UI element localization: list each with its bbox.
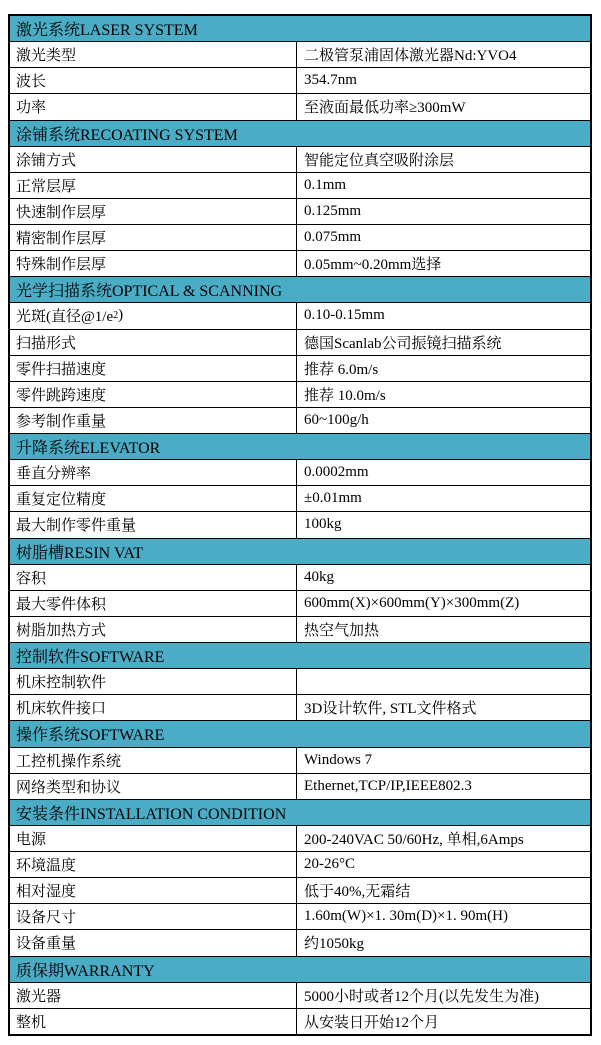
table-row [10, 68, 590, 94]
table-row [10, 356, 590, 382]
spec-value: Windows 7 [304, 751, 373, 768]
spec-label-cell [10, 774, 297, 799]
spec-value: 从安装日开始12个月 [304, 1014, 440, 1031]
spec-value-cell [297, 878, 590, 903]
spec-label-cell [10, 460, 297, 485]
table-row [10, 460, 590, 486]
spec-value-cell [297, 983, 590, 1008]
table-row [10, 878, 590, 904]
section-title: 操作系统SOFTWARE [16, 727, 165, 745]
table-row [10, 382, 590, 408]
spec-value: 0.10-0.15mm [304, 307, 385, 324]
spec-label: 激光类型 [16, 48, 77, 65]
table-row [10, 617, 590, 643]
spec-value: Ethernet,TCP/IP,IEEE802.3 [304, 777, 472, 794]
spec-value-cell [297, 852, 590, 877]
spec-value-cell [297, 1009, 590, 1034]
spec-label-cell [10, 173, 297, 198]
spec-label-cell [10, 94, 297, 119]
table-row [10, 826, 590, 852]
spec-value-cell [297, 617, 590, 642]
spec-value: 354.7nm [304, 72, 357, 89]
spec-label-cell [10, 904, 297, 929]
spec-label-cell [10, 878, 297, 903]
spec-value: 100kg [304, 516, 342, 533]
table-row [10, 983, 590, 1009]
spec-label: 垂直分辨率 [16, 466, 92, 483]
spec-label: 精密制作层厚 [16, 231, 107, 248]
spec-label-cell [10, 591, 297, 616]
spec-label-cell [10, 251, 297, 276]
spec-label-cell [10, 330, 297, 355]
section-header-row [10, 16, 590, 42]
spec-label: 重复定位精度 [16, 492, 107, 509]
table-row [10, 42, 590, 68]
spec-value-cell [297, 225, 590, 250]
spec-value: 约1050kg [304, 936, 365, 953]
spec-label-cell [10, 748, 297, 773]
spec-label: 最大零件体积 [16, 596, 107, 613]
spec-value-cell [297, 748, 590, 773]
spec-value-cell [297, 930, 590, 955]
spec-value: ±0.01mm [304, 490, 362, 507]
spec-label: 电源 [16, 831, 47, 848]
table-row [10, 930, 590, 956]
spec-value: 0.05mm~0.20mm选择 [304, 257, 442, 274]
spec-value: 3D设计软件, STL文件格式 [304, 701, 477, 718]
spec-value-cell [297, 591, 590, 616]
spec-label-cell [10, 356, 297, 381]
spec-value: 5000小时或者12个月(以先发生为准) [304, 988, 539, 1005]
section-header-row [10, 643, 590, 669]
spec-label-cell [10, 695, 297, 720]
spec-value-cell [297, 356, 590, 381]
section-title: 安装条件INSTALLATION CONDITION [16, 805, 287, 823]
spec-label: 激光器 [16, 988, 62, 1005]
table-row [10, 591, 590, 617]
spec-label-cell [10, 669, 297, 694]
table-row [10, 486, 590, 512]
spec-label: 波长 [16, 74, 47, 91]
spec-value: 1.60m(W)×1. 30m(D)×1. 90m(H) [304, 908, 508, 925]
spec-label-cell [10, 1009, 297, 1034]
spec-value-cell [297, 565, 590, 590]
spec-label-cell [10, 930, 297, 955]
table-row [10, 852, 590, 878]
spec-label: 特殊制作层厚 [16, 257, 107, 274]
spec-value: 40kg [304, 568, 334, 585]
table-row [10, 669, 590, 695]
section-header-row [10, 957, 590, 983]
section-header-row [10, 721, 590, 747]
section-title: 光学扫描系统OPTICAL & SCANNING [16, 283, 283, 301]
spec-value: 智能定位真空吸附涂层 [304, 152, 455, 169]
spec-label: 相对湿度 [16, 884, 77, 901]
spec-label-superscript: 2 [113, 309, 119, 321]
section-title: 控制软件SOFTWARE [16, 649, 165, 667]
spec-label-cell [10, 826, 297, 851]
spec-value-cell [297, 94, 590, 119]
table-row [10, 904, 590, 930]
table-row [10, 199, 590, 225]
spec-label: 网络类型和协议 [16, 779, 122, 796]
spec-value-cell [297, 408, 590, 433]
spec-value: 0.125mm [304, 202, 362, 219]
spec-value-cell [297, 669, 590, 694]
spec-label: 树脂加热方式 [16, 622, 107, 639]
spec-label: 零件跳跨速度 [16, 387, 107, 404]
spec-label: 容积 [16, 570, 47, 587]
spec-label: 整机 [16, 1014, 47, 1031]
spec-value: 0.075mm [304, 229, 362, 246]
spec-value-cell [297, 330, 590, 355]
section-header-row [10, 800, 590, 826]
spec-label-cell [10, 382, 297, 407]
spec-value: 600mm(X)×600mm(Y)×300mm(Z) [304, 594, 520, 611]
spec-label-cell [10, 42, 297, 67]
spec-label-prefix: 光斑(直径@1/e [16, 309, 114, 326]
spec-label: 零件扫描速度 [16, 361, 107, 378]
spec-label-cell [10, 147, 297, 172]
spec-label: 功率 [16, 100, 47, 117]
spec-label: 机床控制软件 [16, 675, 107, 692]
section-title: 涂铺系统RECOATING SYSTEM [16, 126, 238, 144]
spec-label-cell [10, 617, 297, 642]
spec-value: 德国Scanlab公司振镜扫描系统 [304, 335, 502, 352]
table-row [10, 94, 590, 120]
table-row [10, 1009, 590, 1034]
spec-value-cell [297, 512, 590, 537]
spec-value-cell [297, 382, 590, 407]
spec-label: 机床软件接口 [16, 701, 107, 718]
spec-value-cell [297, 68, 590, 93]
section-header-row [10, 434, 590, 460]
spec-label-suffix: ) [118, 307, 124, 324]
section-title: 升降系统ELEVATOR [16, 440, 161, 458]
spec-label: 工控机操作系统 [16, 753, 122, 770]
spec-label-cell [10, 199, 297, 224]
spec-value-cell [297, 774, 590, 799]
spec-label-cell [10, 983, 297, 1008]
spec-value-cell [297, 904, 590, 929]
spec-value-cell [297, 826, 590, 851]
table-row [10, 330, 590, 356]
spec-value: 至液面最低功率≥300mW [304, 100, 466, 117]
spec-value: 热空气加热 [304, 622, 380, 639]
spec-value: 0.1mm [304, 176, 347, 193]
spec-value-cell [297, 460, 590, 485]
spec-value: 推荐 10.0m/s [304, 387, 386, 404]
spec-label: 参考制作重量 [16, 413, 107, 430]
section-header-row [10, 121, 590, 147]
table-row [10, 173, 590, 199]
table-row [10, 408, 590, 434]
section-title: 树脂槽RESIN VAT [16, 544, 143, 562]
spec-label-cell [10, 303, 297, 328]
table-row [10, 512, 590, 538]
section-title: 激光系统LASER SYSTEM [16, 22, 198, 40]
spec-label-cell [10, 68, 297, 93]
spec-label: 正常层厚 [16, 178, 77, 195]
spec-label: 设备尺寸 [16, 910, 77, 927]
spec-value: 20-26°C [304, 856, 355, 873]
spec-label-cell [10, 852, 297, 877]
spec-value-cell [297, 695, 590, 720]
spec-label-cell [10, 225, 297, 250]
spec-value-cell [297, 173, 590, 198]
spec-value: 200-240VAC 50/60Hz, 单相,6Amps [304, 831, 524, 848]
spec-label: 设备重量 [16, 936, 77, 953]
table-row [10, 565, 590, 591]
spec-value-cell [297, 147, 590, 172]
table-row [10, 774, 590, 800]
spec-label-cell [10, 408, 297, 433]
table-row [10, 748, 590, 774]
spec-value: 推荐 6.0m/s [304, 361, 379, 378]
table-row [10, 695, 590, 721]
spec-label: 环境温度 [16, 858, 77, 875]
spec-value: 二极管泵浦固体激光器Nd:YVO4 [304, 48, 517, 65]
spec-table [8, 14, 592, 1036]
spec-value-cell [297, 42, 590, 67]
spec-label: 最大制作零件重量 [16, 518, 137, 535]
section-header-row [10, 277, 590, 303]
table-row [10, 251, 590, 277]
spec-value: 低于40%,无霜结 [304, 884, 411, 901]
spec-label-cell [10, 486, 297, 511]
spec-label-cell [10, 512, 297, 537]
spec-value-cell [297, 486, 590, 511]
table-row [10, 303, 590, 329]
table-row [10, 147, 590, 173]
spec-value: 60~100g/h [304, 411, 369, 428]
spec-value-cell [297, 303, 590, 328]
spec-label: 扫描形式 [16, 335, 77, 352]
section-title: 质保期WARRANTY [16, 962, 155, 980]
spec-value: 0.0002mm [304, 464, 369, 481]
spec-label-cell [10, 565, 297, 590]
spec-value-cell [297, 199, 590, 224]
section-header-row [10, 539, 590, 565]
spec-label: 快速制作层厚 [16, 204, 107, 221]
table-row [10, 225, 590, 251]
spec-value-cell [297, 251, 590, 276]
spec-label: 涂铺方式 [16, 152, 77, 169]
